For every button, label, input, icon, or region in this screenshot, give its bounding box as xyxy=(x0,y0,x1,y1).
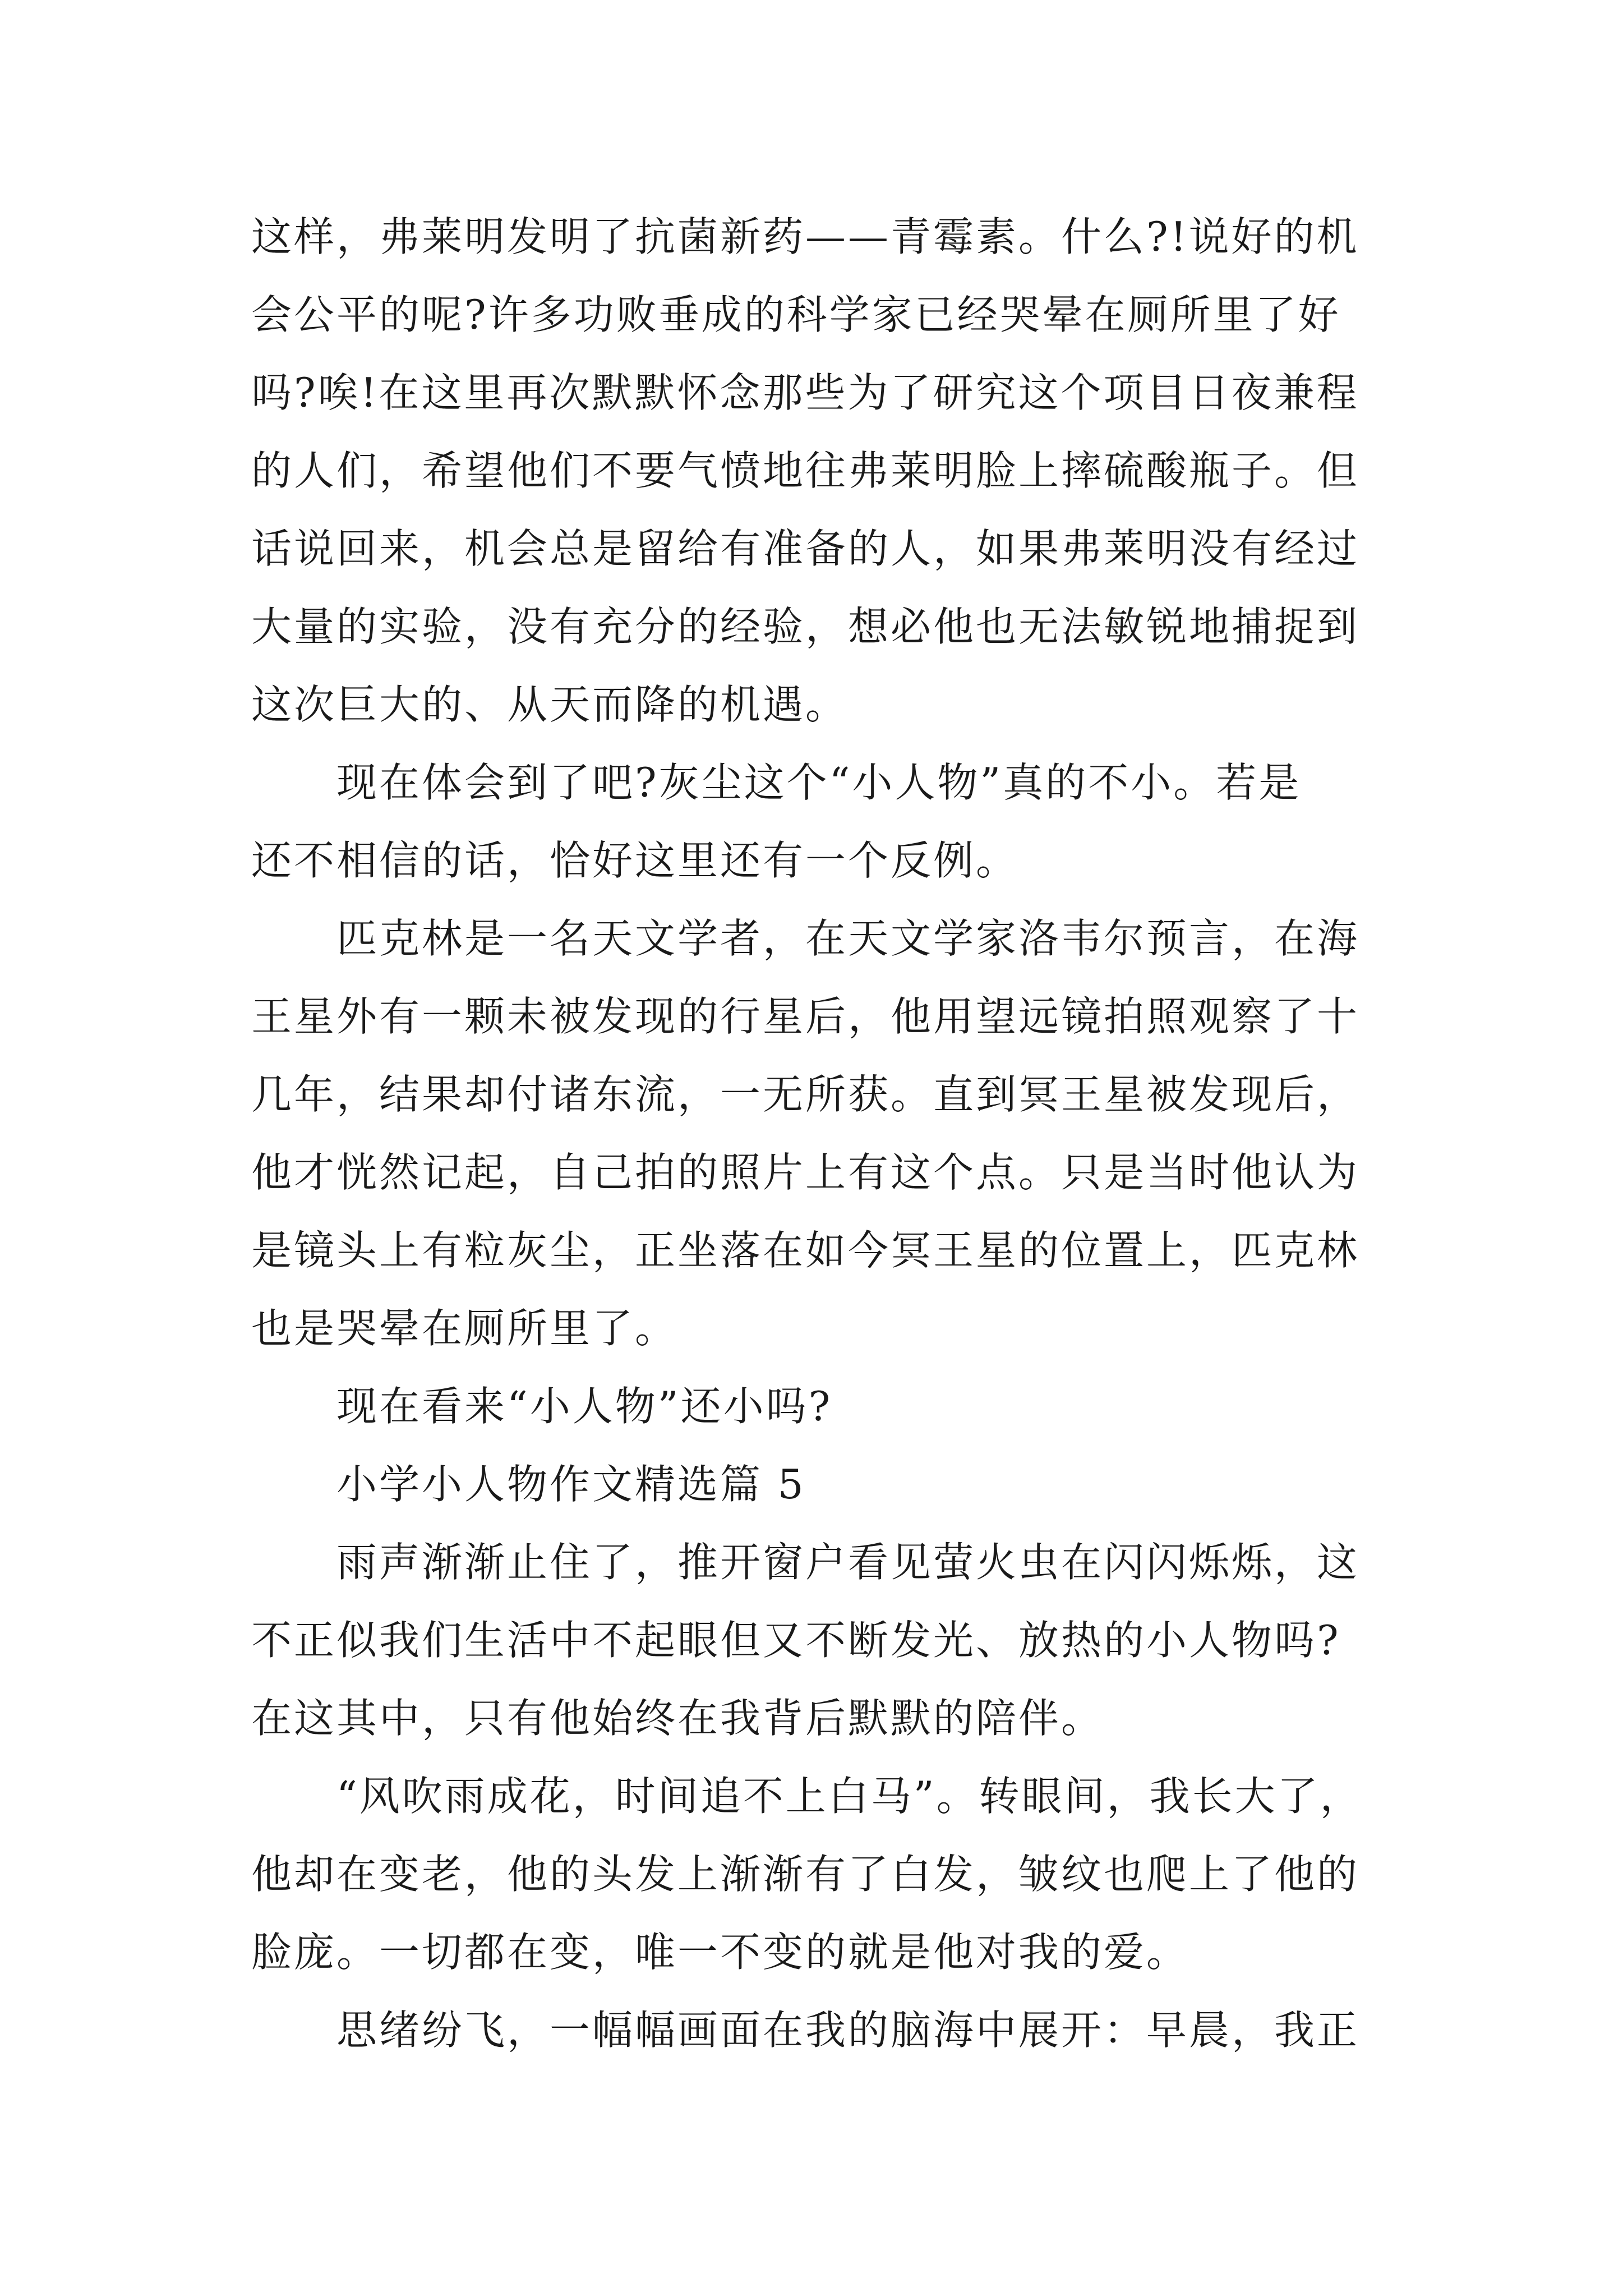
paragraph-line: 是镜头上有粒灰尘，正坐落在如今冥王星的位置上，匹克林 xyxy=(251,1227,1360,1274)
paragraph-line: 吗?唉!在这里再次默默怀念那些为了研究这个项目日夜兼程 xyxy=(251,369,1359,416)
paragraph-line: 几年，结果却付诸东流，一无所获。直到冥王星被发现后， xyxy=(251,1071,1360,1118)
paragraph-line: 匹克林是一名天文学者，在天文学家洛韦尔预言，在海 xyxy=(336,915,1360,962)
paragraph-line: 雨声渐渐止住了，推开窗户看见萤火虫在闪闪烁烁，这 xyxy=(336,1539,1360,1586)
paragraph-line: 还不相信的话，恰好这里还有一个反例。 xyxy=(251,837,1019,884)
paragraph-line: 也是哭晕在厕所里了。 xyxy=(251,1305,678,1352)
paragraph-line: 大量的实验，没有充分的经验，想必他也无法敏锐地捕捉到 xyxy=(251,603,1360,650)
paragraph-line: 王星外有一颗未被发现的行星后，他用望远镜拍照观察了十 xyxy=(251,993,1360,1040)
section-heading: 小学小人物作文精选篇 5 xyxy=(336,1461,806,1508)
paragraph-line: 他才恍然记起，自己拍的照片上有这个点。只是当时他认为 xyxy=(251,1149,1360,1196)
paragraph-line: 他却在变老，他的头发上渐渐有了白发，皱纹也爬上了他的 xyxy=(251,1851,1360,1898)
paragraph-line: 思绪纷飞，一幅幅画面在我的脑海中展开：早晨，我正 xyxy=(336,2007,1360,2054)
paragraph-line: 话说回来，机会总是留给有准备的人，如果弗莱明没有经过 xyxy=(251,525,1360,572)
paragraph-line: 这次巨大的、从天而降的机遇。 xyxy=(251,681,849,728)
paragraph-line: 脸庞。一切都在变，唯一不变的就是他对我的爱。 xyxy=(251,1929,1189,1976)
paragraph-line: 这样，弗莱明发明了抗菌新药——青霉素。什么?!说好的机 xyxy=(251,213,1359,260)
paragraph-line: 在这其中，只有他始终在我背后默默的陪伴。 xyxy=(251,1695,1104,1742)
paragraph-line: 现在体会到了吧?灰尘这个“小人物”真的不小。若是 xyxy=(336,759,1302,806)
paragraph-line: 不正似我们生活中不起眼但又不断发光、放热的小人物吗? xyxy=(251,1617,1341,1664)
paragraph-line: 会公平的呢?许多功败垂成的科学家已经哭晕在厕所里了好 xyxy=(251,291,1341,338)
paragraph-line: 的人们，希望他们不要气愤地往弗莱明脸上摔硫酸瓶子。但 xyxy=(251,447,1360,494)
paragraph-line: “风吹雨成花，时间追不上白马”。转眼间，我长大了， xyxy=(336,1773,1363,1820)
paragraph-line: 现在看来“小人物”还小吗? xyxy=(336,1383,833,1430)
